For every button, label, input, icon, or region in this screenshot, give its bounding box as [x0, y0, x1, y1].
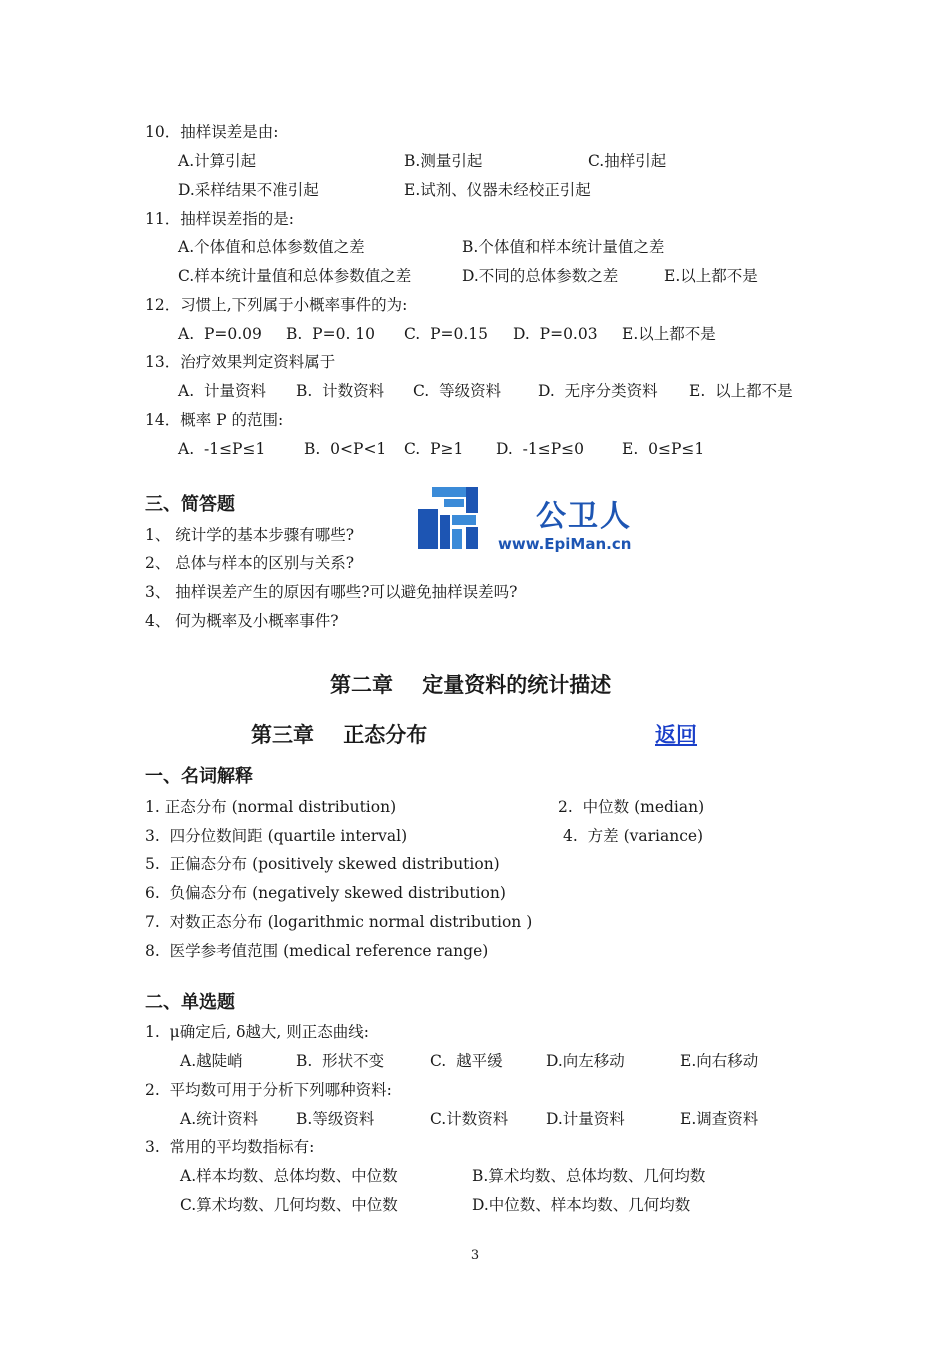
q13-option-d: D. 无序分类资料 — [538, 382, 658, 400]
term-item: 3. 四分位数间距 (quartile interval) — [145, 827, 408, 845]
q12-option-e: E.以上都不是 — [622, 325, 716, 343]
q12-stem: 12．习惯上,下列属于小概率事件的为: — [145, 296, 408, 314]
q11-option-d: D.不同的总体参数之差 — [462, 267, 619, 285]
mc-q2-option-b: B.等级资料 — [296, 1110, 375, 1128]
mc-q3-stem: 3. 常用的平均数指标有: — [145, 1138, 315, 1156]
q10-option-c: C.抽样引起 — [588, 152, 667, 170]
term-item: 1. 正态分布 (normal distribution) — [145, 798, 397, 816]
q12-option-b: B. P=0. 10 — [286, 325, 376, 343]
q14-option-b: B. 0<P<1 — [304, 440, 387, 458]
logo-url: www.EpiMan.cn — [498, 535, 632, 553]
term-item: 7. 对数正态分布 (logarithmic normal distribution ) — [145, 913, 533, 931]
q13-option-a: A. 计量资料 — [178, 382, 266, 400]
short-answer-item: 2、 总体与样本的区别与关系? — [145, 554, 355, 572]
q13-option-b: B. 计数资料 — [296, 382, 385, 400]
mc-q1-option-d: D.向左移动 — [546, 1052, 625, 1070]
mc-q2-option-e: E.调查资料 — [680, 1110, 759, 1128]
q13-option-c: C. 等级资料 — [413, 382, 502, 400]
mc-q2-option-c: C.计数资料 — [430, 1110, 509, 1128]
chapter-3-title: 第三章 正态分布 — [251, 723, 428, 747]
mc-q1-option-a: A.越陡峭 — [180, 1052, 243, 1070]
q14-option-d: D. -1≤P≤0 — [496, 440, 585, 458]
short-answer-heading: 三、简答题 — [145, 494, 235, 515]
chapter-2-title: 第二章 定量资料的统计描述 — [330, 673, 612, 697]
short-answer-item: 1、 统计学的基本步骤有哪些? — [145, 526, 355, 544]
q12-option-d: D. P=0.03 — [513, 325, 598, 343]
q12-option-c: C. P=0.15 — [404, 325, 489, 343]
q11-option-c: C.样本统计量值和总体参数值之差 — [178, 267, 412, 285]
mc-q2-option-d: D.计量资料 — [546, 1110, 625, 1128]
mc-q1-option-e: E.向右移动 — [680, 1052, 759, 1070]
q13-stem: 13．治疗效果判定资料属于 — [145, 353, 336, 371]
q10-option-b: B.测量引起 — [404, 152, 483, 170]
q14-option-a: A. -1≤P≤1 — [178, 440, 266, 458]
short-answer-item: 4、 何为概率及小概率事件? — [145, 612, 339, 630]
q11-option-e: E.以上都不是 — [664, 267, 758, 285]
mc-q2-stem: 2. 平均数可用于分析下列哪种资料: — [145, 1081, 392, 1099]
terms-heading: 一、名词解释 — [145, 766, 253, 787]
q14-option-c: C. P≥1 — [404, 440, 464, 458]
term-item: 8. 医学参考值范围 (medical reference range) — [145, 942, 489, 960]
mc-q3-option-c: C.算术均数、几何均数、中位数 — [180, 1196, 398, 1214]
q14-stem: 14．概率 P 的范围: — [145, 411, 284, 429]
term-item: 6. 负偏态分布 (negatively skewed distribution) — [145, 884, 506, 902]
logo-name: 公卫人 — [536, 499, 632, 534]
q11-option-b: B.个体值和样本统计量值之差 — [462, 238, 665, 256]
epiman-logo-mark-icon — [414, 485, 484, 551]
mc-heading: 二、单选题 — [145, 992, 235, 1013]
q10-option-a: A.计算引起 — [178, 152, 257, 170]
q11-option-a: A.个体值和总体参数值之差 — [178, 238, 365, 256]
mc-q1-stem: 1. μ确定后, δ越大, 则正态曲线: — [145, 1023, 369, 1041]
q10-option-d: D.采样结果不准引起 — [178, 181, 319, 199]
back-link[interactable]: 返回 — [655, 723, 697, 747]
page-number: 3 — [470, 1248, 480, 1263]
q11-stem: 11．抽样误差指的是: — [145, 210, 294, 228]
mc-q3-option-a: A.样本均数、总体均数、中位数 — [180, 1167, 398, 1185]
q14-option-e: E. 0≤P≤1 — [622, 440, 705, 458]
short-answer-item: 3、 抽样误差产生的原因有哪些?可以避免抽样误差吗? — [145, 583, 518, 601]
mc-q3-option-d: D.中位数、样本均数、几何均数 — [472, 1196, 691, 1214]
mc-q1-option-b: B. 形状不变 — [296, 1052, 385, 1070]
term-item: 4. 方差 (variance) — [563, 827, 704, 845]
q12-option-a: A. P=0.09 — [178, 325, 262, 343]
q13-option-e: E. 以上都不是 — [689, 382, 793, 400]
mc-q3-option-b: B.算术均数、总体均数、几何均数 — [472, 1167, 706, 1185]
q10-stem: 10．抽样误差是由: — [145, 123, 279, 141]
term-item: 2. 中位数 (median) — [558, 798, 705, 816]
q10-option-e: E.试剂、仪器未经校正引起 — [404, 181, 591, 199]
mc-q1-option-c: C. 越平缓 — [430, 1052, 503, 1070]
term-item: 5. 正偏态分布 (positively skewed distribution) — [145, 855, 500, 873]
epiman-logo — [414, 485, 654, 555]
mc-q2-option-a: A.统计资料 — [180, 1110, 259, 1128]
